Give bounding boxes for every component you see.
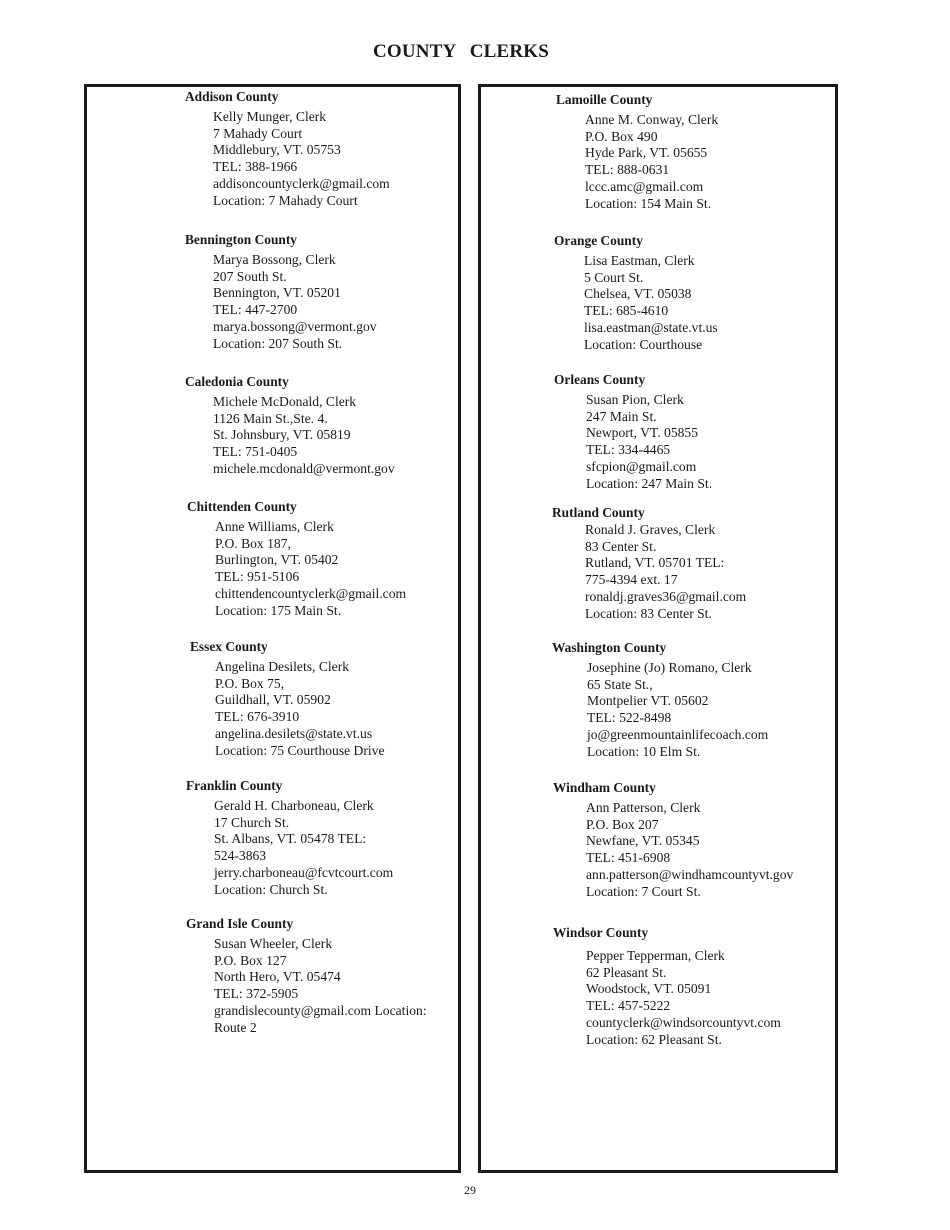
address-line: 5 Court St.: [584, 269, 644, 285]
location-line: Location: 207 South St.: [213, 335, 343, 351]
clerk-name: Ann Patterson, Clerk: [586, 799, 701, 815]
email-line: chittendencountyclerk@gmail.com: [215, 585, 407, 601]
phone-line: TEL: 951-5106: [215, 569, 300, 585]
email-line: jerry.charboneau@fcvtcourt.com: [214, 864, 394, 880]
county-entry-rutland: [552, 505, 746, 623]
county-name: Orange County: [554, 233, 643, 248]
city-line: Hyde Park, VT. 05655: [585, 145, 708, 161]
city-line: Middlebury, VT. 05753: [213, 142, 341, 158]
clerk-name: Anne M. Conway, Clerk: [585, 111, 719, 127]
county-entry-caledonia: [185, 374, 395, 478]
county-name: Bennington County: [185, 232, 297, 247]
county-entry-grand-isle: [186, 916, 427, 1037]
address-line: 1126 Main St.,Ste. 4.: [213, 410, 328, 426]
location-line: Location: 7 Court St.: [586, 883, 701, 899]
email-line: michele.mcdonald@vermont.gov: [213, 460, 395, 476]
county-entry-essex: [190, 639, 385, 760]
location-line: Location: 7 Mahady Court: [213, 192, 358, 208]
county-name: Essex County: [190, 639, 268, 654]
address-line: 17 Church St.: [214, 814, 290, 830]
address-line: 62 Pleasant St.: [586, 964, 667, 980]
location-line: Location: 75 Courthouse Drive: [215, 742, 385, 758]
clerk-name: Gerald H. Charboneau, Clerk: [214, 797, 374, 813]
county-entry-bennington: [185, 232, 377, 353]
city-line: North Hero, VT. 05474: [214, 969, 341, 985]
address-line: 247 Main St.: [586, 408, 657, 424]
address-line: P.O. Box 75,: [215, 675, 285, 691]
address-line: P.O. Box 127: [214, 952, 287, 968]
phone-line: TEL: 451-6908: [586, 850, 671, 866]
city-line: Woodstock, VT. 05091: [586, 981, 712, 997]
city-line: Guildhall, VT. 05902: [215, 692, 331, 708]
email-line: marya.bossong@vermont.gov: [213, 318, 377, 334]
address-line: 7 Mahady Court: [213, 125, 303, 141]
county-name: Orleans County: [554, 372, 646, 387]
phone-line: TEL: 334-4465: [586, 442, 671, 458]
page-number: 29: [464, 1183, 476, 1197]
address-line: 83 Center St.: [585, 538, 657, 554]
clerk-name: Kelly Munger, Clerk: [213, 108, 327, 124]
email-line: countyclerk@windsorcountyvt.com: [586, 1014, 781, 1030]
phone-line: TEL: 685-4610: [584, 303, 669, 319]
phone-line: TEL: 751-0405: [213, 444, 298, 460]
location-line: Location: 247 Main St.: [586, 475, 713, 491]
address-line: P.O. Box 207: [586, 816, 659, 832]
phone-line: TEL: 388-1966: [213, 159, 298, 175]
county-name: Windsor County: [553, 925, 649, 940]
county-name: Windham County: [553, 780, 656, 795]
location-line: Location: 154 Main St.: [585, 195, 712, 211]
county-name: Addison County: [185, 89, 279, 104]
phone-line: TEL: 447-2700: [213, 302, 298, 318]
location-line: Location: Courthouse: [584, 336, 703, 352]
phone-line: TEL: 457-5222: [586, 998, 671, 1014]
clerk-name: Susan Pion, Clerk: [586, 391, 684, 407]
page-title: COUNTY CLERKS: [372, 41, 550, 62]
clerk-name: Marya Bossong, Clerk: [213, 251, 336, 267]
location-line: Location: 83 Center St.: [585, 605, 712, 621]
city-line: Chelsea, VT. 05038: [584, 286, 692, 302]
county-name: Franklin County: [186, 778, 283, 793]
county-entry-franklin: [186, 778, 393, 899]
address-line: P.O. Box 490: [585, 128, 658, 144]
location-line: Location: Church St.: [214, 881, 328, 897]
clerk-name: Ronald J. Graves, Clerk: [585, 521, 716, 537]
city-line: Burlington, VT. 05402: [215, 552, 339, 568]
location-line: Location: 10 Elm St.: [587, 743, 701, 759]
phone-line: 775-4394 ext. 17: [585, 572, 678, 588]
county-entry-orleans: [554, 372, 712, 493]
address-line: 207 South St.: [213, 268, 287, 284]
city-line: Montpelier VT. 05602: [587, 693, 709, 709]
city-line: St. Johnsbury, VT. 05819: [213, 427, 351, 443]
clerk-name: Susan Wheeler, Clerk: [214, 935, 333, 951]
location-line: Location: 175 Main St.: [215, 602, 342, 618]
city-line: Newfane, VT. 05345: [586, 833, 700, 849]
phone-line: 524-3863: [214, 848, 267, 864]
clerk-name: Josephine (Jo) Romano, Clerk: [587, 659, 752, 675]
county-name: Grand Isle County: [186, 916, 294, 931]
city-line: Newport, VT. 05855: [586, 425, 699, 441]
email-line: jo@greenmountainlifecoach.com: [587, 726, 769, 742]
county-entry-windham: [553, 780, 793, 901]
email-line: ann.patterson@windhamcountyvt.gov: [586, 866, 794, 882]
county-name: Washington County: [552, 640, 667, 655]
clerk-name: Pepper Tepperman, Clerk: [586, 947, 725, 963]
address-line: 65 State St.,: [587, 676, 653, 692]
county-entry-washington: [552, 640, 768, 761]
county-entry-addison: [185, 89, 390, 210]
county-name: Rutland County: [552, 505, 645, 520]
clerk-name: Anne Williams, Clerk: [215, 518, 334, 534]
phone-line: TEL: 522-8498: [587, 710, 672, 726]
address-line: P.O. Box 187,: [215, 535, 291, 551]
city-line: Bennington, VT. 05201: [213, 285, 341, 301]
phone-line: TEL: 372-5905: [214, 986, 299, 1002]
county-name: Lamoille County: [556, 92, 653, 107]
email-line: ronaldj.graves36@gmail.com: [585, 588, 747, 604]
email-line: lccc.amc@gmail.com: [585, 178, 704, 194]
county-name: Caledonia County: [185, 374, 289, 389]
email-line: sfcpion@gmail.com: [586, 458, 697, 474]
email-line: grandislecounty@gmail.com Location:: [214, 1002, 427, 1018]
phone-line: TEL: 676-3910: [215, 709, 300, 725]
phone-line: TEL: 888-0631: [585, 162, 670, 178]
clerk-name: Lisa Eastman, Clerk: [584, 252, 695, 268]
location-line: Route 2: [214, 1019, 257, 1035]
county-entry-orange: [554, 233, 718, 354]
county-name: Chittenden County: [187, 499, 297, 514]
clerk-name: Angelina Desilets, Clerk: [215, 658, 350, 674]
email-line: addisoncountyclerk@gmail.com: [213, 175, 390, 191]
city-line: Rutland, VT. 05701 TEL:: [585, 555, 725, 571]
location-line: Location: 62 Pleasant St.: [586, 1031, 722, 1047]
clerk-name: Michele McDonald, Clerk: [213, 393, 357, 409]
city-line: St. Albans, VT. 05478 TEL:: [214, 831, 367, 847]
email-line: lisa.eastman@state.vt.us: [584, 319, 718, 335]
county-entry-lamoille: [556, 92, 718, 213]
email-line: angelina.desilets@state.vt.us: [215, 725, 373, 741]
county-entry-chittenden: [187, 499, 406, 620]
county-entry-windsor: [553, 925, 781, 1049]
